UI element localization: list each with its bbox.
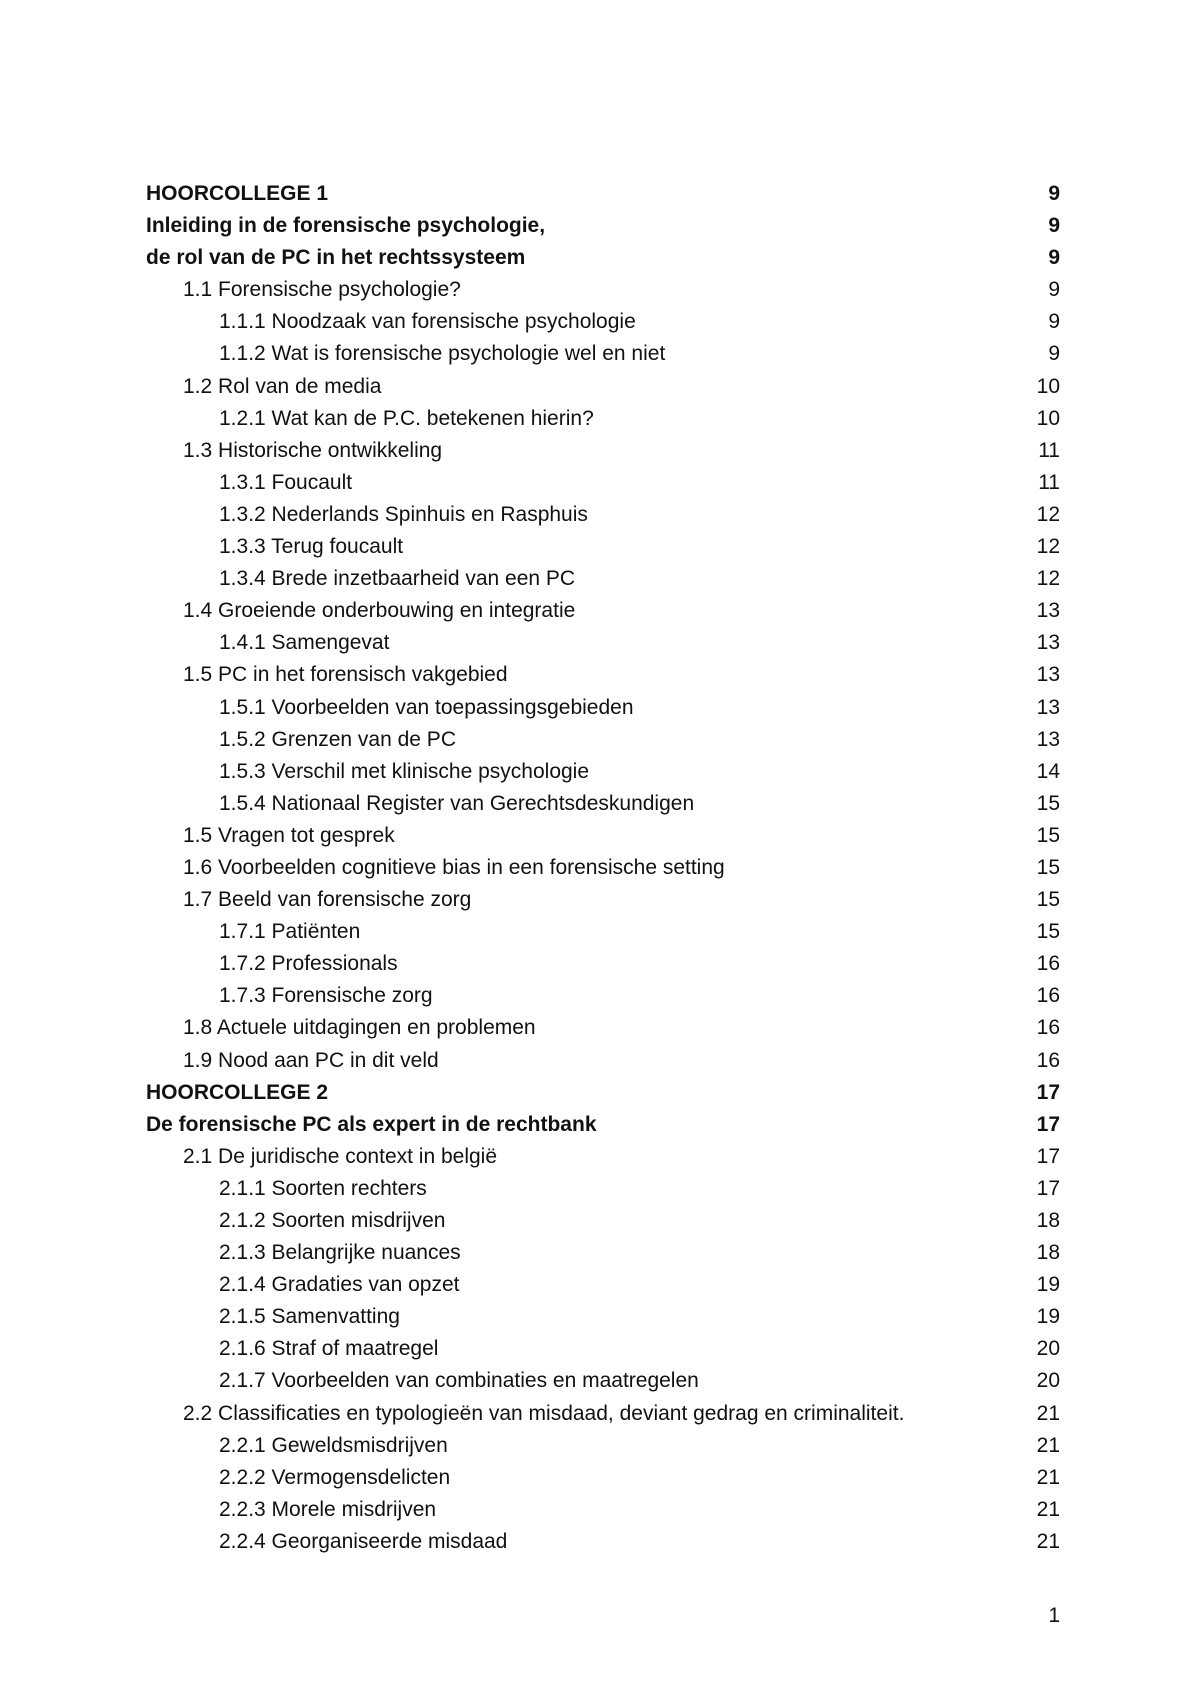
toc-entry[interactable] — [146, 1301, 1060, 1333]
toc-entry-title: 1.5.3 Verschil met klinische psychologie — [219, 759, 590, 783]
toc-entry-title: 2.1.3 Belangrijke nuances — [219, 1241, 461, 1265]
toc-entry-title: 1.3.1 Foucault — [219, 470, 353, 494]
toc-entry[interactable] — [146, 1173, 1060, 1205]
toc-entry[interactable] — [146, 948, 1060, 980]
toc-entry-page: 16 — [1036, 984, 1060, 1008]
toc-entry-page: 20 — [1036, 1369, 1060, 1393]
toc-entry-title: 2.1.4 Gradaties van opzet — [219, 1273, 460, 1297]
toc-entry-page: 13 — [1036, 663, 1060, 687]
toc-entry-title: 2.1.2 Soorten misdrijven — [219, 1209, 446, 1232]
toc-entry-title: 1.9 Nood aan PC in dit veld — [183, 1048, 439, 1072]
toc-entry-title: HOORCOLLEGE 2 — [146, 1080, 329, 1104]
toc-entry-page: 21 — [1036, 1497, 1060, 1521]
toc-entry-page: 17 — [1036, 1144, 1060, 1168]
toc-entry[interactable] — [146, 788, 1060, 820]
toc-entry-page: 13 — [1036, 695, 1060, 719]
toc-entry[interactable] — [146, 1045, 1060, 1077]
toc-entry-title: 1.4.1 Samengevat — [219, 631, 390, 655]
toc-heading[interactable] — [146, 242, 1060, 274]
toc-entry[interactable] — [146, 1365, 1060, 1397]
toc-entry[interactable] — [146, 467, 1060, 499]
toc-entry[interactable] — [146, 852, 1060, 884]
toc-entry[interactable] — [146, 820, 1060, 852]
toc-entry[interactable] — [146, 338, 1060, 370]
toc-entry-title: 1.5 Vragen tot gesprek — [183, 823, 395, 847]
toc-entry-page: 15 — [1036, 920, 1060, 944]
toc-entry[interactable] — [146, 531, 1060, 563]
toc-entry-title: 2.1.6 Straf of maatregel — [219, 1337, 439, 1361]
toc-entry-page: 17 — [1036, 1080, 1060, 1104]
toc-entry-title: 1.1.2 Wat is forensische psychologie wel en niet — [219, 342, 666, 366]
toc-entry-title: 1.3.3 Terug foucault — [219, 535, 404, 559]
toc-entry-title: 1.7.3 Forensische zorg — [219, 984, 433, 1008]
toc-entry-title: 2.2.1 Geweldsmisdrijven — [219, 1433, 448, 1457]
toc-entry-page: 17 — [1036, 1176, 1060, 1200]
toc-entry[interactable] — [146, 692, 1060, 724]
toc-entry-title: 1.5.2 Grenzen van de PC — [219, 727, 456, 751]
toc-entry-title: De forensische PC als expert in de rechtbank — [146, 1112, 597, 1136]
toc-entry-title: 1.2 Rol van de media — [183, 374, 382, 398]
toc-entry[interactable] — [146, 1462, 1060, 1494]
toc-heading[interactable] — [146, 1077, 1060, 1109]
toc-entry-title: 2.2.4 Georganiseerde misdaad — [219, 1529, 508, 1553]
toc-entry[interactable] — [146, 756, 1060, 788]
toc-entry[interactable] — [146, 274, 1060, 306]
toc-heading[interactable] — [146, 1109, 1060, 1141]
toc-entry[interactable] — [146, 1398, 1060, 1430]
toc-entry-title: 1.8 Actuele uitdagingen en problemen — [183, 1016, 536, 1040]
toc-entry-page: 15 — [1036, 823, 1060, 847]
toc-entry-title: 1.7.1 Patiënten — [219, 920, 361, 944]
toc-entry-title: 1.5.4 Nationaal Register van Gerechtsdeskundigen — [219, 791, 695, 815]
toc-entry[interactable] — [146, 499, 1060, 531]
toc-entry[interactable] — [146, 1205, 1060, 1237]
toc-entry[interactable] — [146, 1526, 1060, 1558]
toc-entry[interactable] — [146, 306, 1060, 338]
toc-entry-page: 15 — [1036, 855, 1060, 879]
toc-entry-title: 2.2 Classificaties en typologieën van misdaad, deviant gedrag en criminaliteit. — [183, 1401, 905, 1425]
toc-entry-page: 9 — [1048, 214, 1060, 238]
toc-entry-page: 19 — [1036, 1305, 1060, 1329]
toc-entry[interactable] — [146, 1012, 1060, 1044]
toc-entry-page: 16 — [1036, 952, 1060, 976]
toc-entry-title: 1.2.1 Wat kan de P.C. betekenen hierin? — [219, 406, 594, 430]
toc-entry-page: 11 — [1038, 438, 1060, 462]
toc-entry-title: 1.3.4 Brede inzetbaarheid van een PC — [219, 567, 576, 591]
toc-entry-page: 12 — [1036, 535, 1060, 559]
toc-entry-page: 9 — [1048, 246, 1060, 270]
toc-entry-title: 1.7.2 Professionals — [219, 952, 398, 976]
toc-entry-page: 9 — [1048, 182, 1060, 205]
toc-entry-page: 13 — [1036, 727, 1060, 751]
toc-entry-title: 1.3.2 Nederlands Spinhuis en Rasphuis — [219, 502, 588, 526]
toc-entry[interactable] — [146, 627, 1060, 659]
toc-entry-page: 11 — [1038, 470, 1060, 494]
toc-entry-page: 9 — [1048, 342, 1060, 366]
toc-entry-title: 2.2.3 Morele misdrijven — [219, 1497, 437, 1521]
toc-entry[interactable] — [146, 659, 1060, 691]
toc-entry-title: 1.5.1 Voorbeelden van toepassingsgebieden — [219, 695, 634, 719]
toc-entry-title: 1.3 Historische ontwikkeling — [183, 438, 443, 462]
toc-entry-title: 1.6 Voorbeelden cognitieve bias in een forensische setting — [183, 855, 725, 879]
toc-entry-title: HOORCOLLEGE 1 — [146, 182, 329, 205]
toc-entry[interactable] — [146, 595, 1060, 627]
toc-entry-page: 13 — [1036, 599, 1060, 623]
toc-entry-title: 1.1 Forensische psychologie? — [183, 278, 461, 302]
toc-entry-title: 1.7 Beeld van forensische zorg — [183, 888, 472, 912]
toc-entry-page: 16 — [1036, 1016, 1060, 1040]
toc-entry-title: 2.1.7 Voorbeelden van combinaties en maatregelen — [219, 1369, 699, 1393]
toc-entry-page: 18 — [1036, 1241, 1060, 1265]
toc-entry-page: 17 — [1036, 1112, 1060, 1136]
toc-entry-page: 21 — [1036, 1529, 1060, 1553]
toc-entry-title: 1.5 PC in het forensisch vakgebied — [183, 663, 508, 687]
toc-heading[interactable] — [146, 178, 1060, 210]
page-number: 1 — [1048, 1604, 1060, 1627]
toc-entry-page: 12 — [1036, 567, 1060, 591]
toc-entry[interactable] — [146, 435, 1060, 467]
toc-entry[interactable] — [146, 1430, 1060, 1462]
toc-entry[interactable] — [146, 1141, 1060, 1173]
toc-entry-page: 18 — [1036, 1209, 1060, 1232]
toc-entry-title: 1.1.1 Noodzaak van forensische psychologie — [219, 310, 636, 334]
toc-entry[interactable] — [146, 1494, 1060, 1526]
toc-entry[interactable] — [146, 884, 1060, 916]
toc-entry-page: 15 — [1036, 888, 1060, 912]
toc-entry-page: 12 — [1036, 502, 1060, 526]
toc-entry-title: 1.4 Groeiende onderbouwing en integratie — [183, 599, 576, 623]
toc-heading[interactable] — [146, 210, 1060, 242]
toc-entry[interactable] — [146, 403, 1060, 435]
toc-entry-page: 10 — [1036, 374, 1060, 398]
toc-entry[interactable] — [146, 1269, 1060, 1301]
toc-entry-page: 21 — [1036, 1465, 1060, 1489]
toc-entry-page: 21 — [1036, 1433, 1060, 1457]
toc-entry-page: 10 — [1036, 406, 1060, 430]
toc-entry-title: de rol van de PC in het rechtssysteem — [146, 246, 526, 270]
toc-entry-page: 15 — [1036, 791, 1060, 815]
toc-entry[interactable] — [146, 371, 1060, 403]
toc-entry-page: 20 — [1036, 1337, 1060, 1361]
toc-entry[interactable] — [146, 916, 1060, 948]
toc-entry-page: 9 — [1048, 310, 1060, 334]
toc-entry-page: 13 — [1036, 631, 1060, 655]
toc-entry[interactable] — [146, 563, 1060, 595]
toc-entry-title: Inleiding in de forensische psychologie, — [146, 214, 546, 238]
toc-entry[interactable] — [146, 1237, 1060, 1269]
toc-entry-page: 14 — [1036, 759, 1060, 783]
toc-entry[interactable] — [146, 724, 1060, 756]
toc-entry-title: 2.1.1 Soorten rechters — [219, 1176, 427, 1200]
toc-entry-page: 9 — [1048, 278, 1060, 302]
toc-entry-title: 2.2.2 Vermogensdelicten — [219, 1465, 451, 1489]
toc-entry-page: 16 — [1036, 1048, 1060, 1072]
toc-entry-page: 21 — [1036, 1401, 1060, 1425]
table-of-contents — [146, 178, 1060, 1558]
toc-entry[interactable] — [146, 980, 1060, 1012]
toc-entry-title: 2.1 De juridische context in belgië — [183, 1144, 498, 1168]
toc-entry-title: 2.1.5 Samenvatting — [219, 1305, 400, 1329]
toc-entry-page: 19 — [1036, 1273, 1060, 1297]
toc-entry[interactable] — [146, 1333, 1060, 1365]
